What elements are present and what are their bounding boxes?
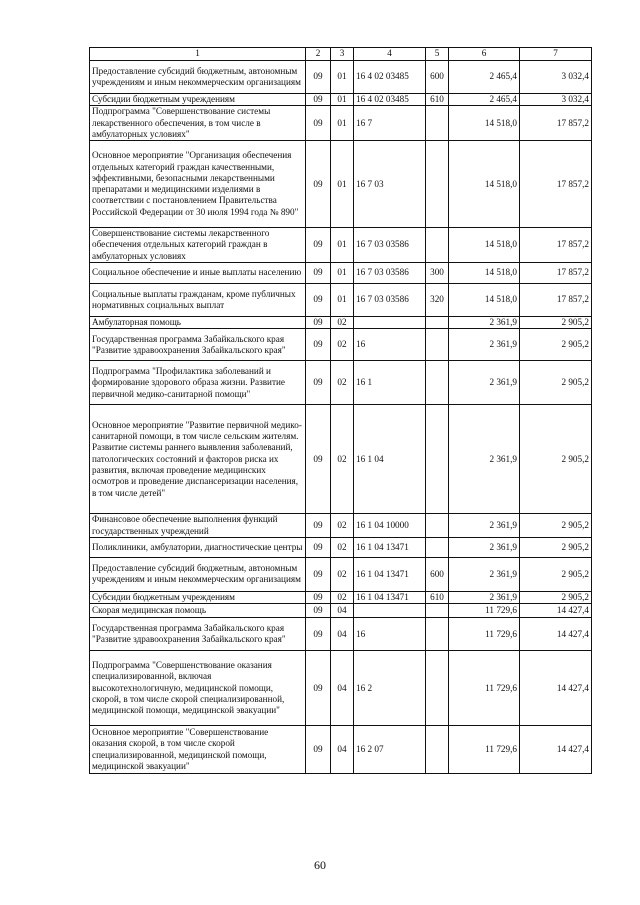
cell-sum-2022: 2 905,2 [520, 405, 592, 514]
cell-vr [426, 141, 449, 228]
header-row [90, 48, 592, 61]
cell-sum-2022: 3 032,4 [520, 94, 592, 106]
name: Основное мероприятие "Совершенствование оказания скорой, в том числе скорой специализированной, медицинской помощи, медицинской эвакуации" [90, 726, 306, 774]
cell-podrazdel: 01 [331, 61, 354, 94]
table-body [90, 61, 592, 774]
name: Финансовое обеспечение выполнения функций государственных учреждений [90, 514, 306, 538]
cell-csr: 16 7 [354, 106, 426, 141]
cell-sum-2021: 14 518,0 [449, 141, 520, 228]
name: Субсидии бюджетным учреждениям [90, 94, 306, 106]
cell-razdel: 09 [306, 61, 331, 94]
cell-sum-2021: 2 361,9 [449, 591, 520, 603]
cell-sum-2022: 2 905,2 [520, 329, 592, 361]
cell-vr: 600 [426, 61, 449, 94]
table-row [90, 106, 592, 141]
cell-razdel: 09 [306, 405, 331, 514]
header-col-1: 1 [90, 48, 306, 61]
cell-csr: 16 1 04 13471 [354, 557, 426, 591]
name: Подпрограмма "Совершенствование системы лекарственного обеспечения, в том числе в амбулаторных условиях" [90, 106, 306, 141]
cell-vr [426, 317, 449, 329]
cell-vr: 300 [426, 263, 449, 284]
cell-sum-2021: 2 465,4 [449, 61, 520, 94]
cell-vr [426, 514, 449, 538]
cell-csr: 16 1 [354, 361, 426, 405]
cell-csr: 16 2 [354, 651, 426, 726]
cell-podrazdel: 04 [331, 726, 354, 774]
table-row [90, 141, 592, 228]
header-col-4: 4 [354, 48, 426, 61]
name: Государственная программа Забайкальского края "Развитие здравоохранения Забайкальского края" [90, 329, 306, 361]
budget-table [89, 47, 592, 774]
name: Субсидии бюджетным учреждениям [90, 591, 306, 603]
table-row [90, 361, 592, 405]
cell-razdel: 09 [306, 557, 331, 591]
cell-sum-2021: 2 361,9 [449, 361, 520, 405]
cell-sum-2021: 2 465,4 [449, 94, 520, 106]
cell-csr: 16 7 03 03586 [354, 228, 426, 263]
cell-csr [354, 317, 426, 329]
cell-razdel: 09 [306, 514, 331, 538]
cell-csr: 16 7 03 [354, 141, 426, 228]
table-row [90, 514, 592, 538]
cell-razdel: 09 [306, 361, 331, 405]
cell-sum-2021: 2 361,9 [449, 514, 520, 538]
cell-razdel: 09 [306, 284, 331, 317]
header-col-5: 5 [426, 48, 449, 61]
name: Государственная программа Забайкальского края "Развитие здравоохранения Забайкальского края" [90, 618, 306, 651]
cell-podrazdel: 02 [331, 405, 354, 514]
cell-sum-2022: 17 857,2 [520, 284, 592, 317]
cell-sum-2022: 2 905,2 [520, 514, 592, 538]
cell-sum-2022: 14 427,4 [520, 651, 592, 726]
table-row [90, 228, 592, 263]
cell-podrazdel: 04 [331, 604, 354, 618]
name: Подпрограмма "Совершенствование оказания специализированной, включая высокотехнологичную, медицинской помощи, скорой, в том числе скорой специализированной, медицинской помощи, медицинской эвакуации" [90, 651, 306, 726]
cell-vr [426, 405, 449, 514]
cell-sum-2022: 14 427,4 [520, 604, 592, 618]
cell-razdel: 09 [306, 106, 331, 141]
name: Амбулаторная помощь [90, 317, 306, 329]
table-row [90, 94, 592, 106]
cell-podrazdel: 02 [331, 514, 354, 538]
cell-podrazdel: 04 [331, 651, 354, 726]
cell-csr: 16 1 04 [354, 405, 426, 514]
cell-podrazdel: 02 [331, 317, 354, 329]
name: Основное мероприятие "Организация обеспечения отдельных категорий граждан качественными, эффективными, безопасными лекарственными препаратами и медицинскими изделиями в соответствии с постановлением Правительства Российской Федерации от 30 июля 1994 года № 890" [90, 141, 306, 228]
name: Социальные выплаты гражданам, кроме публичных нормативных социальных выплат [90, 284, 306, 317]
cell-sum-2021: 2 361,9 [449, 405, 520, 514]
name: Предоставление субсидий бюджетным, автономным учреждениям и иным некоммерческим организациям [90, 557, 306, 591]
cell-sum-2022: 14 427,4 [520, 726, 592, 774]
name: Совершенствование системы лекарственного обеспечения отдельных категорий граждан в амбулаторных условиях [90, 228, 306, 263]
table-row [90, 618, 592, 651]
cell-vr [426, 361, 449, 405]
name: Поликлиники, амбулатории, диагностические центры [90, 537, 306, 557]
cell-vr: 610 [426, 591, 449, 603]
table-row [90, 284, 592, 317]
cell-podrazdel: 01 [331, 263, 354, 284]
cell-csr: 16 1 04 13471 [354, 537, 426, 557]
cell-csr: 16 1 04 10000 [354, 514, 426, 538]
cell-vr: 320 [426, 284, 449, 317]
cell-razdel: 09 [306, 329, 331, 361]
cell-sum-2021: 2 361,9 [449, 329, 520, 361]
table-row [90, 405, 592, 514]
name: Основное мероприятие "Развитие первичной медико-санитарной помощи, в том числе сельским жителям. Развитие системы раннего выявления заболеваний, патологических состояний и факторов риска их развития, включая проведение медицинских осмотров и проведение диспансеризации населения, в том числе детей" [90, 405, 306, 514]
cell-vr [426, 651, 449, 726]
table-row [90, 726, 592, 774]
cell-csr: 16 7 03 03586 [354, 284, 426, 317]
cell-csr: 16 4 02 03485 [354, 61, 426, 94]
cell-sum-2022: 17 857,2 [520, 228, 592, 263]
table-row [90, 263, 592, 284]
cell-podrazdel: 02 [331, 329, 354, 361]
cell-sum-2022: 3 032,4 [520, 61, 592, 94]
cell-sum-2021: 11 729,6 [449, 651, 520, 726]
cell-podrazdel: 02 [331, 557, 354, 591]
cell-sum-2021: 11 729,6 [449, 618, 520, 651]
cell-sum-2021: 14 518,0 [449, 106, 520, 141]
cell-razdel: 09 [306, 726, 331, 774]
cell-sum-2021: 14 518,0 [449, 228, 520, 263]
name: Предоставление субсидий бюджетным, автономным учреждениям и иным некоммерческим организациям [90, 61, 306, 94]
cell-sum-2022: 14 427,4 [520, 618, 592, 651]
cell-sum-2021: 2 361,9 [449, 557, 520, 591]
name: Социальное обеспечение и иные выплаты населению [90, 263, 306, 284]
cell-vr: 600 [426, 557, 449, 591]
cell-sum-2021: 2 361,9 [449, 317, 520, 329]
table-row [90, 604, 592, 618]
name: Скорая медицинская помощь [90, 604, 306, 618]
header-col-6: 6 [449, 48, 520, 61]
cell-sum-2021: 2 361,9 [449, 537, 520, 557]
cell-sum-2021: 11 729,6 [449, 726, 520, 774]
cell-csr: 16 4 02 03485 [354, 94, 426, 106]
table-row [90, 317, 592, 329]
cell-vr [426, 537, 449, 557]
cell-razdel: 09 [306, 141, 331, 228]
cell-sum-2021: 14 518,0 [449, 284, 520, 317]
cell-sum-2021: 11 729,6 [449, 604, 520, 618]
cell-razdel: 09 [306, 228, 331, 263]
cell-podrazdel: 01 [331, 94, 354, 106]
cell-razdel: 09 [306, 317, 331, 329]
table-row [90, 329, 592, 361]
header-col-3: 3 [331, 48, 354, 61]
cell-vr [426, 604, 449, 618]
cell-razdel: 09 [306, 604, 331, 618]
table-row [90, 591, 592, 603]
cell-csr: 16 7 03 03586 [354, 263, 426, 284]
cell-sum-2022: 2 905,2 [520, 361, 592, 405]
cell-razdel: 09 [306, 537, 331, 557]
cell-razdel: 09 [306, 618, 331, 651]
cell-vr [426, 106, 449, 141]
name: Подпрограмма "Профилактика заболеваний и формирование здорового образа жизни. Развитие первичной медико-санитарной помощи" [90, 361, 306, 405]
cell-razdel: 09 [306, 94, 331, 106]
cell-vr: 610 [426, 94, 449, 106]
cell-podrazdel: 04 [331, 618, 354, 651]
cell-podrazdel: 02 [331, 591, 354, 603]
cell-podrazdel: 01 [331, 228, 354, 263]
header-col-2: 2 [306, 48, 331, 61]
cell-podrazdel: 02 [331, 537, 354, 557]
cell-sum-2022: 2 905,2 [520, 317, 592, 329]
page-number: 60 [314, 858, 326, 872]
cell-sum-2022: 17 857,2 [520, 263, 592, 284]
cell-podrazdel: 01 [331, 284, 354, 317]
cell-csr [354, 604, 426, 618]
table-row [90, 537, 592, 557]
cell-csr: 16 [354, 618, 426, 651]
table-row [90, 61, 592, 94]
cell-vr [426, 329, 449, 361]
cell-podrazdel: 02 [331, 361, 354, 405]
cell-csr: 16 1 04 13471 [354, 591, 426, 603]
table-row [90, 557, 592, 591]
cell-vr [426, 726, 449, 774]
cell-sum-2022: 2 905,2 [520, 557, 592, 591]
header-col-7: 7 [520, 48, 592, 61]
table-row [90, 651, 592, 726]
cell-vr [426, 228, 449, 263]
cell-csr: 16 2 07 [354, 726, 426, 774]
cell-sum-2022: 2 905,2 [520, 537, 592, 557]
cell-podrazdel: 01 [331, 106, 354, 141]
cell-sum-2022: 17 857,2 [520, 106, 592, 141]
cell-razdel: 09 [306, 591, 331, 603]
cell-sum-2022: 2 905,2 [520, 591, 592, 603]
cell-razdel: 09 [306, 651, 331, 726]
cell-csr: 16 [354, 329, 426, 361]
cell-sum-2021: 14 518,0 [449, 263, 520, 284]
cell-vr [426, 618, 449, 651]
cell-sum-2022: 17 857,2 [520, 141, 592, 228]
cell-podrazdel: 01 [331, 141, 354, 228]
cell-razdel: 09 [306, 263, 331, 284]
